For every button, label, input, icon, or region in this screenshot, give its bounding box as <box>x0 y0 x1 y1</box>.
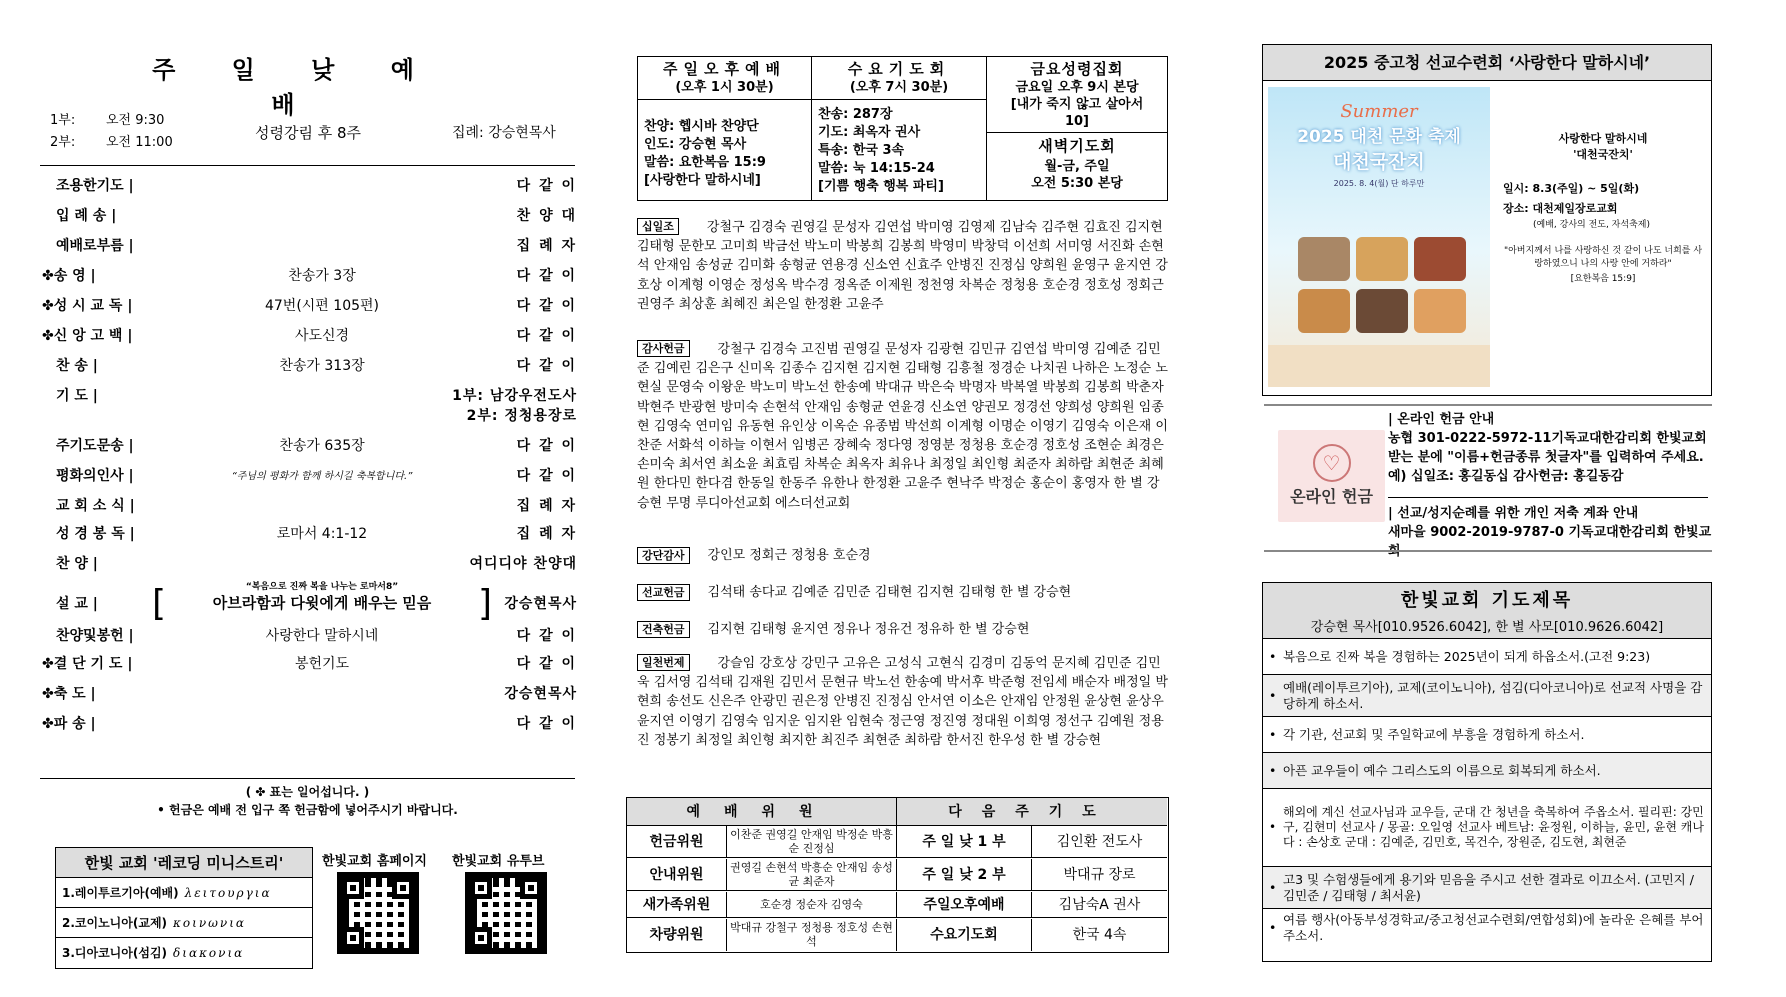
prayer-item: • 각 기관, 선교회 및 주일학교에 부흥을 경험하게 하소서. <box>1263 717 1711 753</box>
order-row <box>42 435 577 461</box>
offering-list <box>637 546 1172 565</box>
sermon-title: 아브라함과 다윗에게 배우는 믿음 <box>212 594 432 612</box>
staff-row: 안내위원 권영길 손현석 박흥순 안재임 송성균 최준자 주 일 낮 2 부 박대규 장로 <box>627 859 1167 891</box>
order-detail: 사랑한다 말하시네 <box>265 628 379 644</box>
wednesday-service: 수요기도회 (오후 7시 30분) 찬송: 287장 기도: 최옥자 권사 특송: 한국 3속 말씀: 눅 14:15-24 [기쁨 행축 행복 파티] <box>812 57 987 200</box>
dawn-title: 새벽기도회 <box>1038 137 1116 155</box>
order-responsible: 집 례 자 <box>516 498 577 514</box>
worship-staff-header: 예배위원 <box>627 798 897 826</box>
order-label: ✤신 앙 고 백 | <box>42 328 133 344</box>
stand-icon: ✤ <box>42 298 54 314</box>
prayer-item: • 고3 및 수험생들에게 용기와 믿음을 주시고 선한 결과로 이끄소서. (고민지 / 김민준 / 김태형 / 최서윤) <box>1263 867 1711 909</box>
order-row <box>42 713 577 739</box>
prayer-list <box>1263 639 1711 947</box>
offering-mission: 선교헌금 김석태 송다교 김예준 김민준 김태현 김지현 김태형 한 별 강승현 <box>637 583 1172 602</box>
offering-list <box>637 218 1172 314</box>
stand-icon: ✤ <box>42 656 54 672</box>
prayer-item: • 아픈 교우들이 예수 그리스도의 이름으로 회복되게 하소서. <box>1263 753 1711 789</box>
youtube-qr-label: 한빛교회 유투브 <box>452 854 545 869</box>
order-label: 찬 양 | <box>56 556 98 572</box>
offering-thanks: 감사헌금 강철구 김경숙 고진범 권영길 문성자 김광현 김민규 김연섭 박미영 김예준 김민준 김예린 김은구 신미옥 김종수 김지현 김지현 김태형 김흥철 정경순 나치권 나하은 노정순 노현실 문영숙 이왕운 박노미 박노선 한송예 박대규 박은숙 박명자 박복열 박봉희 김봉희 박춘자 박현주 반광현 방미숙 손현석 안재임 송형균 연윤경 신소연 양권모 정경선 양희성 양희원 임종현 김영숙 연미임 유동현 유인상 이옥순 유종범 박선희 이계형 이명순 이영기 김영숙 이은재 이찬준 서화석 이하늘 이현서 임병곤 장혜숙 정다영 정영분 정청용 호순경 정호성 조현순 최경은 손미숙 최서연 최소윤 최효림 차복순 최옥자 최유나 최정일 최인형 최준자 최하람 최현준 최혜원 한다민 한다겸 한동일 한동주 유한나 한정환 고윤주 현낙주 박정순 홍순이 홍영자 한 별 강승현 무명 루디아선교회 에스더선교회 <box>637 342 1168 511</box>
order-responsible: 여디디야 찬양대 <box>469 556 577 572</box>
order-detail: 봉헌기도 <box>294 656 350 672</box>
order-label: 찬양및봉헌 | <box>56 628 134 644</box>
order-row <box>42 205 577 231</box>
prayer-item: • 복음으로 진짜 복을 경험하는 2025년이 되게 하옵소서.(고전 9:23) <box>1263 639 1711 675</box>
order-row <box>42 265 577 291</box>
presider: 집례: 강승현목사 <box>452 125 556 141</box>
liturgical-week: 성령강림 후 8주 <box>255 124 362 142</box>
order-label <box>42 405 152 421</box>
order-detail: 47번(시편 105편) <box>264 298 379 314</box>
order-responsible: 다 같 이 <box>516 328 577 344</box>
stand-icon: ✤ <box>42 268 54 284</box>
next-prayer-header: 다음주기도 <box>897 798 1167 826</box>
page-title: 주 일 낮 예 배 <box>152 56 438 119</box>
order-row <box>42 465 577 491</box>
prayer-item: • 예배(레이투르기아), 교제(코이노니아), 섬김(디아코니아)로 선교적 사명을 감당하게 하소서. <box>1263 675 1711 717</box>
order-detail: 찬송가 313장 <box>279 358 365 374</box>
offering-tithe: 십일조 강철구 김경숙 권영길 문성자 김연섭 박미영 김영제 김남숙 김주현 김효진 김지현 김태형 문한모 고미희 박금선 박노미 박봉희 김봉희 박영미 박창덕 이선희 서미영 서진화 손현석 안재임 송성균 김미화 송형균 연용경 신소연 신효주 안병진 진정심 양희원 윤영구 윤지연 강호상 이계형 이영순 정성옥 박수경 정옥준 이제원 정천영 차복순 정청용 호순경 정호성 정회근 권영주 최상훈 최혜진 최은일 한정환 고윤주 <box>637 220 1168 312</box>
order-responsible: 다 같 이 <box>516 628 577 644</box>
friday-dawn: 금요성령집회 금요일 오후 9시 본당 [내가 죽지 않고 살아서10] 새벽기도회 월-금, 주일 오전 5:30 본당 <box>987 57 1167 200</box>
order-row <box>42 653 577 679</box>
order-responsible: 다 같 이 <box>516 438 577 454</box>
online-offering-box: ♡ 온라인 헌금 | 온라인 헌금 안내 농협 301-0222-5972-11기독교대한감리회 한빛교회 받는 분에 "이름+헌금종류 첫글자"를 입력하여 주세요. 예) 십일조: 홍길동십 감사헌금: 홍길동감 | 선교/성지순례를 위한 개인 저축 계좌 안내 새마을 9002-2019-9787-0 기독교대한감리회 한빛교회 <box>1264 404 1712 552</box>
divider <box>40 778 575 779</box>
stand-icon: ✤ <box>42 328 54 344</box>
recording-ministry-box <box>55 847 313 969</box>
recording-item: 1.레이투르기아(예배) λειτουργια <box>56 878 312 908</box>
order-row <box>42 325 577 351</box>
order-label: 예배로부름 | <box>56 238 134 254</box>
order-responsible: 1부: 남강우전도사 <box>452 388 577 404</box>
recording-item: 3.디아코니아(섬김) διακονια <box>62 946 245 960</box>
service1-label: 1부: <box>50 113 76 128</box>
order-label: ✤축 도 | <box>42 686 96 702</box>
order-responsible: 다 같 이 <box>516 298 577 314</box>
order-detail: “주님의 평화가 함께 하시길 축복합니다.” <box>231 471 413 482</box>
heart-coin-icon: ♡ <box>1313 444 1351 482</box>
afternoon-time: (오후 1시 30분) <box>675 80 774 95</box>
order-detail: 찬송가 635장 <box>279 438 365 454</box>
offering-note: • 헌금은 예배 전 입구 쪽 헌금함에 넣어주시기 바랍니다. <box>157 803 458 817</box>
order-responsible: 다 같 이 <box>516 656 577 672</box>
online-offering-logo: ♡ 온라인 헌금 <box>1278 430 1385 522</box>
service2-time: 오전 11:00 <box>106 135 173 150</box>
order-responsible: 강승현목사 <box>504 686 577 702</box>
poster-image[interactable]: Summer 2025 대천 문화 축제 대천국잔치 2025. 8. 4(월) 단 하루만 <box>1268 87 1490 387</box>
homepage-qr-label: 한빛교회 홈페이지 <box>322 854 427 869</box>
staff-row: 헌금위원 이찬준 권영길 안재임 박정순 박흥순 진정심 주 일 낮 1 부 김인환 전도사 <box>627 826 1167 858</box>
youtube-qr-code[interactable] <box>465 872 547 954</box>
order-label: 주기도문송 | <box>56 438 134 454</box>
order-label: 설 교 | <box>56 596 98 612</box>
prayer-title: 한빛교회 기도제목 <box>1263 583 1711 619</box>
order-label: 입 례 송 | <box>56 208 117 224</box>
service2-label: 2부: <box>50 135 76 150</box>
retreat-poster <box>1262 44 1712 396</box>
order-row <box>42 625 577 651</box>
wednesday-title: 수요기도회 <box>847 60 951 78</box>
staff-row: 차량위원 박대규 강철구 정청용 정호성 손현석 수요기도회 한국 4속 <box>627 919 1167 951</box>
offering-building: 건축헌금 김지현 김태형 윤지연 정유나 정유건 정유하 한 별 강승현 <box>637 620 1172 639</box>
order-row <box>42 235 577 261</box>
stand-icon: ✤ <box>42 716 54 732</box>
order-row <box>42 523 577 549</box>
services-box <box>637 56 1168 201</box>
afternoon-service: 주일오후예배 (오후 1시 30분) 찬양: 헵시바 찬양단 인도: 강승현 목사 말씀: 요한복음 15:9 [사랑한다 말하시네] <box>638 57 812 200</box>
order-responsible: 집 례 자 <box>516 238 577 254</box>
order-label: ✤파 송 | <box>42 716 96 732</box>
offering-list <box>637 620 1172 639</box>
staff-table <box>626 797 1169 953</box>
stand-note: ( ✤ 표는 일어섭니다. ) <box>245 785 370 799</box>
order-responsible: 다 같 이 <box>516 268 577 284</box>
recording-item: 2.코이노니아(교제) κοινωνια <box>56 908 312 938</box>
order-label: 기 도 | <box>56 388 98 404</box>
poster-title: 2025 중고청 선교수련회 ‘사랑한다 말하시네’ <box>1263 45 1711 81</box>
stand-icon: ✤ <box>42 686 54 702</box>
prayer-box <box>1262 582 1712 962</box>
offering-list <box>637 340 1172 513</box>
friday-title: 금요성령집회 <box>1030 60 1124 78</box>
order-row <box>42 683 577 709</box>
order-detail: 사도신경 <box>294 328 350 344</box>
offering-thousand: 일천번제 강슬임 강호상 강민구 고유은 고성식 고현식 김경미 김동억 문지혜 김민준 김민욱 김서영 김석태 김재원 김민서 문현규 박노선 한송예 박서후 박준형 전임세 배순자 배정일 박현희 송선도 신은주 안광민 권은정 안병진 진정심 안서연 이소은 안재임 안정원 윤상현 윤상우 윤지연 이영기 김영숙 임지운 임지완 임현숙 정근영 정진영 정대원 이희영 정선구 김예원 정용진 정봉기 최정일 최인형 최지한 최진주 최현준 최하람 한서진 한우성 한 별 강승현 <box>637 656 1168 748</box>
order-label: 찬 송 | <box>56 358 98 374</box>
staff-row: 새가족위원 호순경 정순자 김영숙 주일오후예배 김남숙A 권사 <box>627 892 1167 918</box>
service-times <box>50 110 173 154</box>
order-row <box>42 582 577 625</box>
order-row <box>42 553 577 579</box>
order-label: ✤결 단 기 도 | <box>42 656 133 672</box>
order-detail: 로마서 4:1-12 <box>276 526 368 542</box>
order-responsible: 찬 양 대 <box>516 208 577 224</box>
sermon-title-block: [ “복음으로 진짜 복을 나누는 로마서8” 아브라함과 다윗에게 배우는 믿음 ] <box>192 579 452 613</box>
order-responsible: 다 같 이 <box>516 716 577 732</box>
offering-altar: 강단감사 강인모 정회근 정청용 호순경 <box>637 546 1172 565</box>
order-row <box>42 355 577 381</box>
order-label: ✤송 영 | <box>42 268 96 284</box>
order-label: 평화의인사 | <box>56 468 134 484</box>
prayer-item: • 해외에 계신 선교사님과 교우들, 군대 간 청년을 축복하여 주옵소서. 필리핀: 강민구, 김현미 선교사 / 몽골: 오일영 선교사 베트남: 윤정원, 이하늘, 윤민, 윤현 캐나다 : 손상호 군대 : 김예준, 김민호, 목건수, 장원준, 김도현, 최현준 <box>1263 789 1711 867</box>
order-responsible: 다 같 이 <box>516 468 577 484</box>
order-label: 조용한기도 | <box>56 178 134 194</box>
divider <box>40 165 575 166</box>
order-row <box>42 175 577 201</box>
homepage-qr-code[interactable] <box>337 872 419 954</box>
wednesday-time: (오후 7시 30분) <box>849 80 949 95</box>
service1-time: 오전 9:30 <box>106 113 165 128</box>
recording-title: 한빛 교회 '레코딩 미니스트리' <box>56 848 312 878</box>
order-responsible: 2부: 정청용장로 <box>466 408 577 424</box>
order-responsible: 다 같 이 <box>516 358 577 374</box>
order-responsible: 강승현목사 <box>504 596 577 612</box>
offering-list <box>637 583 1172 602</box>
order-responsible: 집 례 자 <box>516 526 577 542</box>
order-row <box>42 495 577 521</box>
sermon-subtitle: “복음으로 진짜 복을 나누는 로마서8” <box>245 582 399 592</box>
order-row <box>42 405 577 431</box>
order-label: ✤성 시 교 독 | <box>42 298 133 314</box>
afternoon-title: 주일오후예배 <box>663 60 786 78</box>
order-label: 교 회 소 식 | <box>56 498 135 514</box>
order-responsible: 다 같 이 <box>516 178 577 194</box>
prayer-item: • 여름 행사(아동부성경학교/중고청선교수련회/연합성회)에 놀라운 은혜를 부어 주소서. <box>1269 912 1704 943</box>
poster-details: 사랑한다 말하시네 '대천국잔치' 일시: 8.3(주일) ~ 5일(화) 장소: 대천제일장로교회 (예배, 강사의 전도, 자석축제) "아버지께서 나를 사랑하신 것 같이 나도 너희를 사랑하였으니 나의 사랑 안에 거하라" [요한복음 15:9] <box>1503 132 1703 284</box>
order-row <box>42 295 577 321</box>
order-detail: 찬송가 3장 <box>288 268 356 284</box>
offering-list <box>637 654 1172 750</box>
order-label: 성 경 봉 독 | <box>56 526 135 542</box>
pastor-contact: 강승현 목사[010.9526.6042], 한 별 사모[010.9626.6042] <box>1263 619 1711 639</box>
